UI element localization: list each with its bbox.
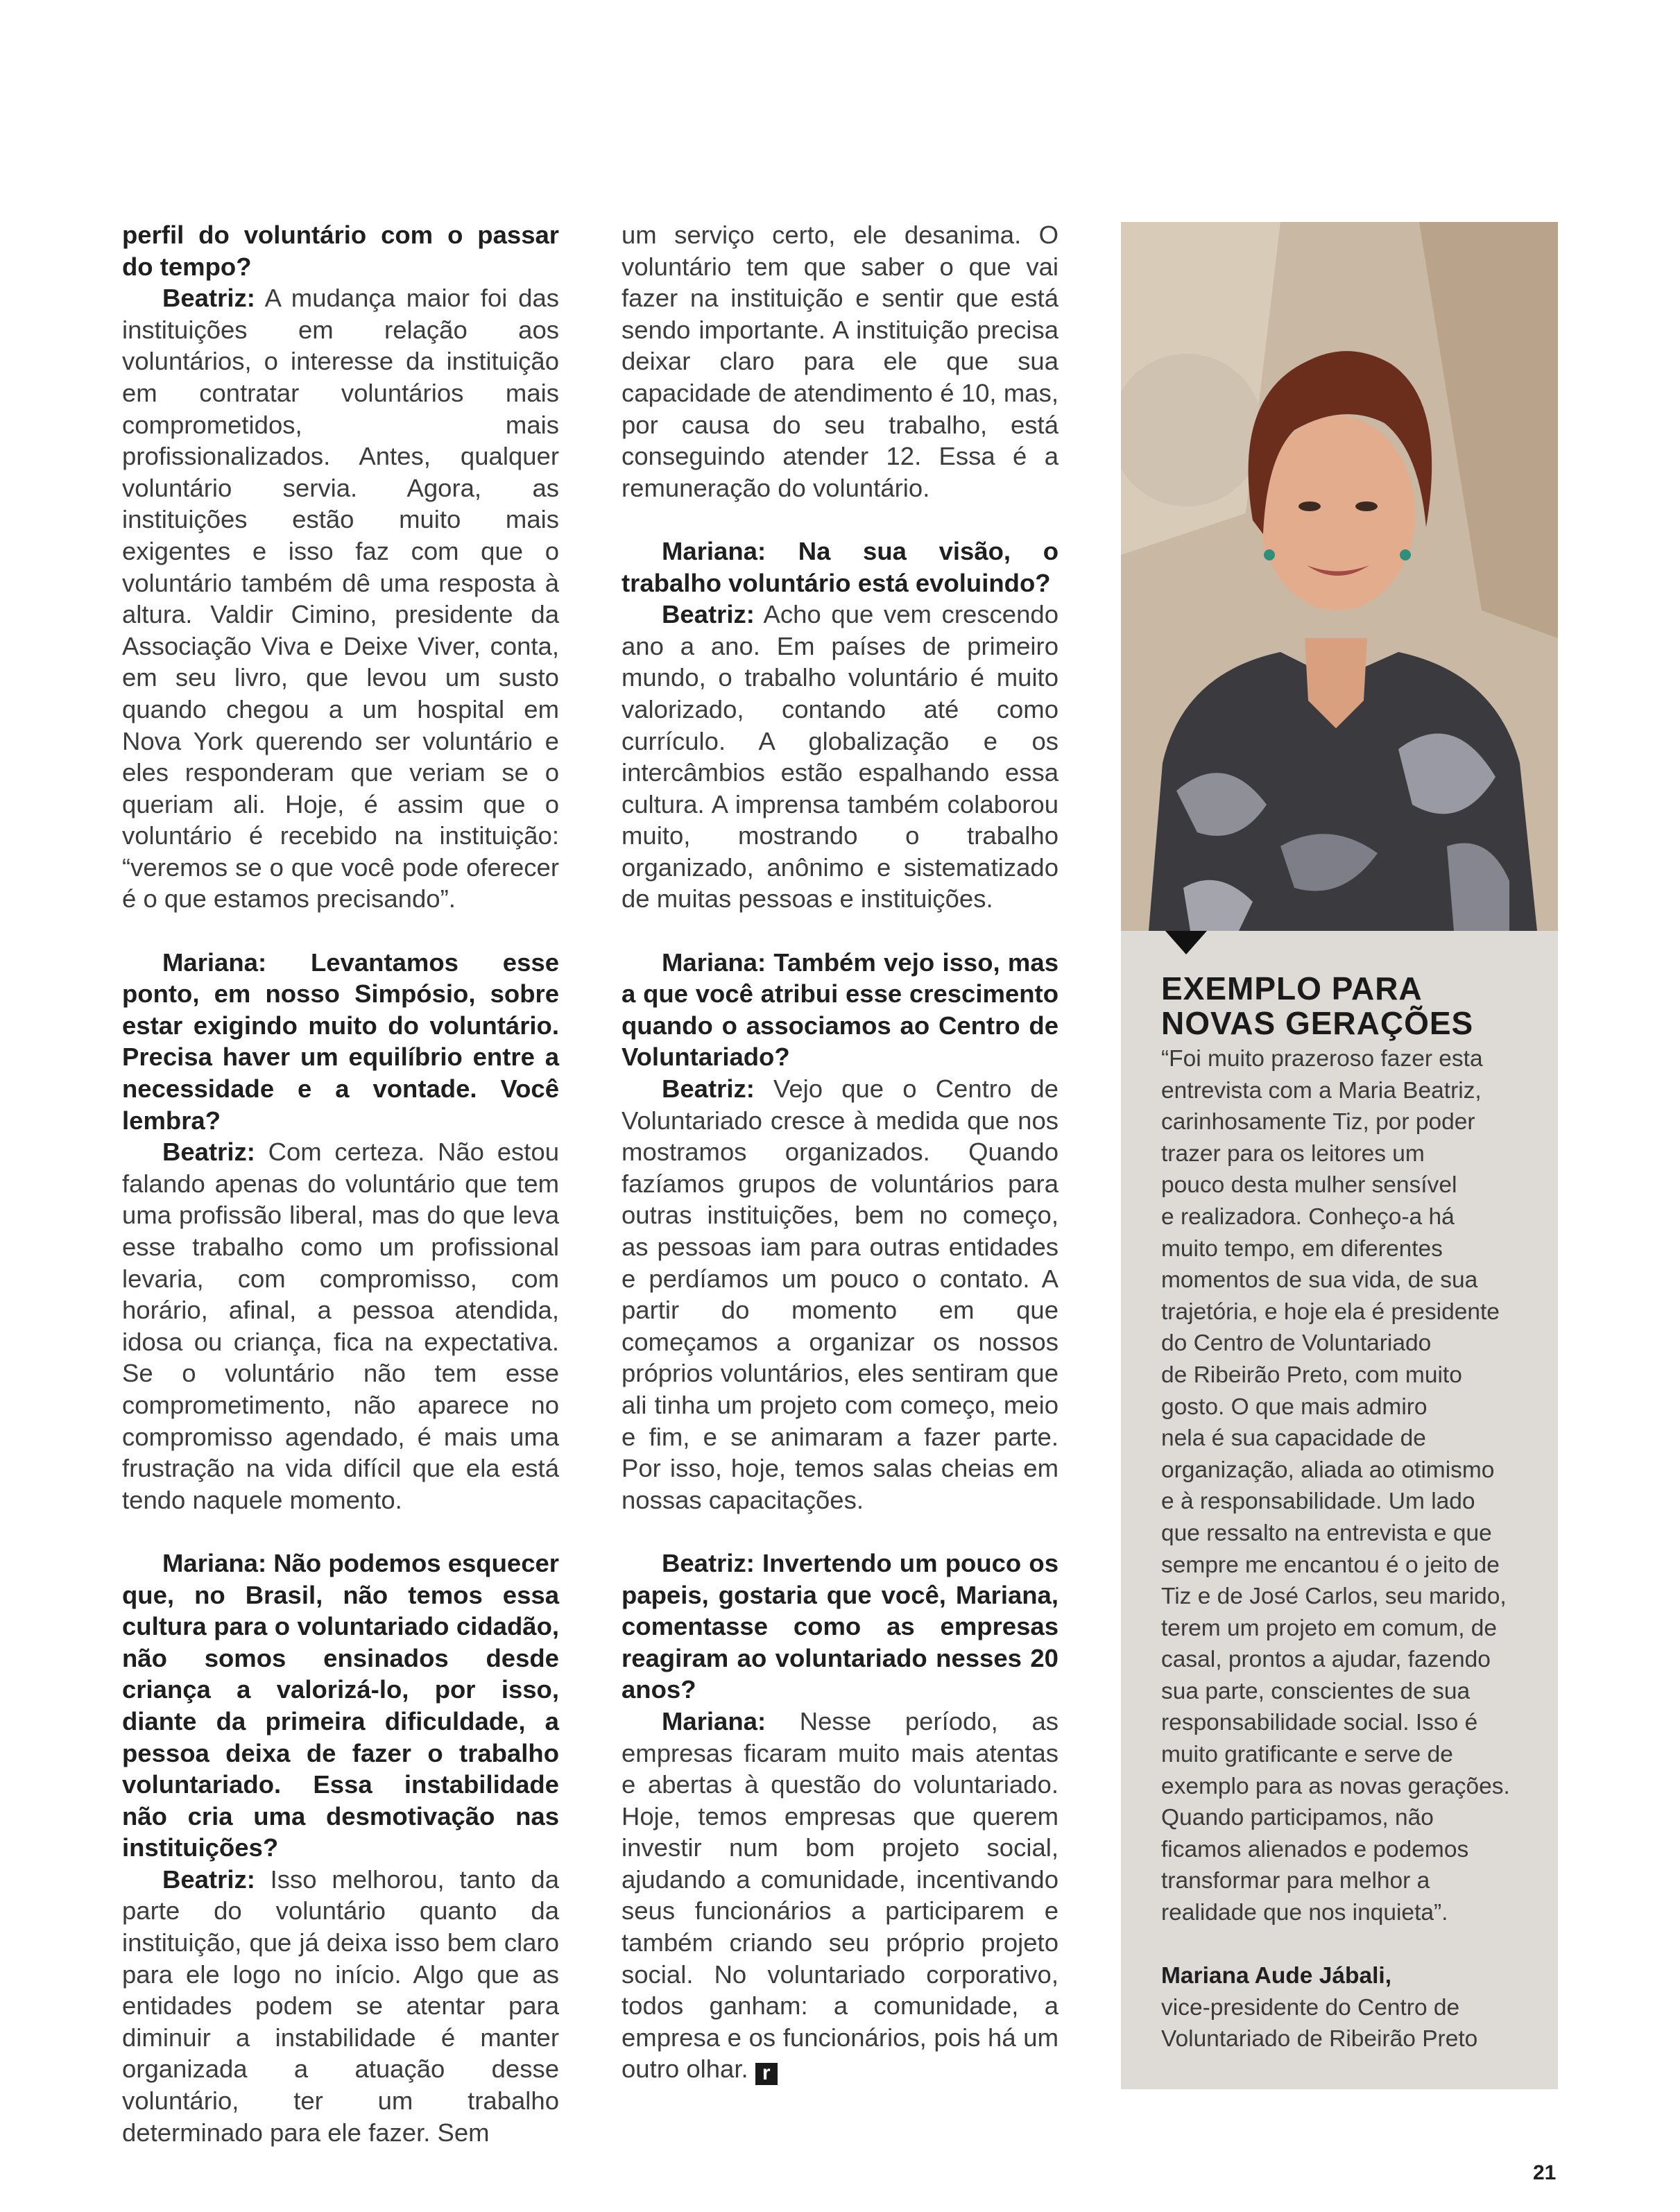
quote-line: do Centro de Voluntariado (1161, 1330, 1432, 1357)
author-role-line-2: Voluntariado de Ribeirão Preto (1161, 2026, 1478, 2052)
quote-line: “Foi muito prazeroso fazer esta (1161, 1046, 1483, 1072)
speaker-label: Beatriz: (162, 1138, 255, 1167)
quote-line: sua parte, conscientes de sua (1161, 1678, 1471, 1704)
sidebar-title (1161, 971, 1536, 1040)
sidebar-title-line-2: NOVAS GERAÇÕES (1161, 1005, 1474, 1041)
quote-line: pouco desta mulher sensível (1161, 1172, 1457, 1199)
interview-question: perfil do voluntário com o passar do tempo? (122, 221, 559, 281)
testimonial-quote (1161, 1043, 1536, 1929)
speaker-label: Beatriz: (662, 600, 755, 629)
interview-question: Mariana: Levantamos esse ponto, em nosso Simpósio, sobre estar exigindo muito do voluntário. Precisa haver um equilíbrio entre a necessidade e a vontade. Você lembra? (122, 948, 559, 1135)
quote-line: e à responsabilidade. Um lado (1161, 1489, 1475, 1515)
sidebar-box (1121, 222, 1558, 2089)
quote-line: ficamos alienados e podemos (1161, 1836, 1469, 1862)
article-end-mark: r (755, 2063, 778, 2085)
interview-answer (122, 282, 559, 915)
quote-line: muito tempo, em diferentes (1161, 1235, 1443, 1262)
quote-line: entrevista com a Maria Beatriz, (1161, 1077, 1482, 1104)
interview-answer (622, 1073, 1058, 1516)
sidebar-title-line-1: EXEMPLO PARA (1161, 970, 1423, 1006)
interview-question: Mariana: Na sua visão, o trabalho voluntário está evoluindo? (622, 536, 1058, 597)
quote-line: que ressalto na entrevista e que (1161, 1520, 1492, 1546)
author-name: Mariana Aude Jábali, (1161, 1963, 1392, 1989)
interview-question: Mariana: Também vejo isso, mas a que você atribui esse crescimento quando o associamos ao Centro de Voluntariado? (622, 948, 1058, 1072)
interview-question: Beatriz: Invertendo um pouco os papeis, gostaria que você, Mariana, comentasse como as empresas reagiram ao voluntariado nesses 20 anos? (622, 1548, 1058, 1704)
quote-line: Quando participamos, não (1161, 1805, 1434, 1831)
answer-text: A mudança maior foi das instituições em relação aos voluntários, o interesse da instituição em contratar voluntários mais comprometidos, mais profissionalizados. Antes, qualquer voluntário servia. Agora, as instituições estão muito mais exigentes e isso faz com que o voluntário também dê uma resposta à altura. Valdir Cimino, presidente da Associação Viva e Deixe Viver, conta, em seu livro, que levou um susto quando chegou a um hospital em Nova York querendo ser voluntário e eles responderam que veriam se o queriam ali. Hoje, é assim que o voluntário é recebido na instituição: “veremos se o que você pode oferecer é o que estamos precisando”. (122, 284, 559, 914)
article-column-2 (622, 219, 1058, 2085)
quote-line: organização, aliada ao otimismo (1161, 1457, 1495, 1483)
speaker-label: Beatriz: (162, 284, 255, 313)
quote-line: muito gratificante e serve de (1161, 1742, 1453, 1768)
interview-answer (122, 1864, 559, 2148)
quote-line: de Ribeirão Preto, com muito (1161, 1362, 1462, 1388)
quote-line: terem um projeto em comum, de (1161, 1615, 1498, 1641)
answer-text: Vejo que o Centro de Voluntariado cresce à medida que nos mostramos organizados. Quando fazíamos grupos de voluntários para outras instituições, bem no começo, as pessoas iam para outras entidades e perdíamos um pouco o contato. A partir do momento em que começamos a organizar os nossos próprios voluntários, eles sentiram que ali tinha um projeto com começo, meio e fim, e se animaram a fazer parte. Por isso, hoje, temos salas cheias em nossas capacitações. (622, 1074, 1058, 1514)
quote-line: responsabilidade social. Isso é (1161, 1710, 1478, 1736)
caption-pointer (1165, 931, 1207, 954)
answer-text: Isso melhorou, tanto da parte do voluntário quanto da instituição, que já deixa isso bem claro para ele logo no início. Algo que as entidades podem se atentar para diminuir a instabilidade é manter organizada a atuação desse voluntário, ter um trabalho determinado para ele fazer. Sem (122, 1864, 559, 2147)
quote-line: sempre me encantou é o jeito de (1161, 1552, 1500, 1578)
answer-text: Acho que vem crescendo ano a ano. Em países de primeiro mundo, o trabalho voluntário é muito valorizado, contando até como currículo. A globalização e os intercâmbios estão espalhando essa cultura. A imprensa também colaborou muito, mostrando o trabalho organizado, anônimo e sistematizado de muitas pessoas e instituições. (622, 600, 1058, 914)
sidebar-text (1161, 971, 1536, 2055)
quote-line: gosto. O que mais admiro (1161, 1394, 1428, 1420)
page-number: 21 (1533, 2161, 1557, 2184)
article-column-1 (122, 219, 559, 2148)
interview-answer (622, 599, 1058, 915)
author-role-line-1: vice-presidente do Centro de (1161, 1994, 1460, 2021)
quote-line: exemplo para as novas gerações. (1161, 1773, 1510, 1799)
quote-line: nela é sua capacidade de (1161, 1425, 1426, 1452)
quote-line: transformar para melhor a (1161, 1868, 1430, 1894)
quote-line: momentos de sua vida, de sua (1161, 1267, 1478, 1294)
interview-answer (622, 1706, 1058, 2086)
interview-answer (122, 1136, 559, 1516)
quote-line: trazer para os leitores um (1161, 1140, 1425, 1167)
quote-line: trajetória, e hoje ela é presidente (1161, 1298, 1500, 1325)
interview-question: Mariana: Não podemos esquecer que, no Brasil, não temos essa cultura para o voluntariado cidadão, não somos ensinados desde criança a valorizá-lo, por isso, diante da primeira dificuldade, a pessoa deixa de fazer o trabalho voluntariado. Essa instabilidade não cria uma desmotivação nas instituições? (122, 1548, 560, 1862)
portrait-photo (1121, 222, 1558, 931)
quote-line: carinhosamente Tiz, por poder (1161, 1109, 1475, 1135)
speaker-label: Mariana: (662, 1706, 766, 1735)
quote-line: realidade que nos inquieta”. (1161, 1900, 1448, 1926)
testimonial-author (1161, 1960, 1536, 2055)
speaker-label: Beatriz: (162, 1864, 255, 1894)
answer-text: Nesse período, as empresas ficaram muito mais atentas e abertas à questão do voluntariado. Hoje, temos empresas que querem investir num bom projeto social, ajudando a comunidade, incentivando seus funcionários a participarem e também criando seu próprio projeto social. No voluntariado corporativo, todos ganham: a comunidade, a empresa e os funcionários, pois há um outro olhar. (622, 1706, 1058, 2084)
quote-line: Tiz e de José Carlos, seu marido, (1161, 1584, 1507, 1610)
quote-line: casal, prontos a ajudar, fazendo (1161, 1647, 1491, 1673)
speaker-label: Beatriz: (662, 1074, 755, 1104)
answer-text: Com certeza. Não estou falando apenas do voluntário que tem uma profissão liberal, mas do que leva esse trabalho como um profissional levaria, com compromisso, com horário, afinal, a pessoa atendida, idosa ou criança, fica na expectativa. Se o voluntário não tem esse comprometimento, não aparece no compromisso agendado, é mais uma frustração na vida difícil que ela está tendo naquele momento. (122, 1138, 559, 1514)
interview-answer: um serviço certo, ele desanima. O voluntário tem que saber o que vai fazer na instituição e sentir que está sendo importante. A instituição precisa deixar claro para ele que sua capacidade de atendimento é 10, mas, por causa do seu trabalho, está conseguindo atender 12. Essa é a remuneração do voluntário. (622, 221, 1058, 502)
quote-line: e realizadora. Conheço-a há (1161, 1203, 1455, 1230)
